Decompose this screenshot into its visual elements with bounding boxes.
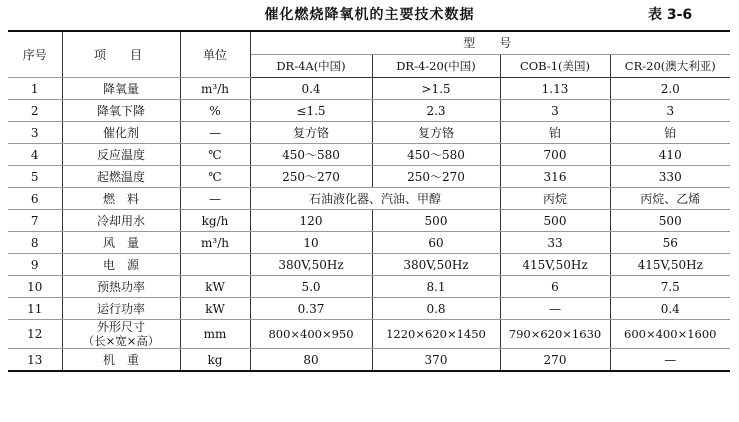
table-row <box>8 276 730 298</box>
row-value: 2.0 <box>610 78 730 100</box>
header-model: DR-4A(中国) <box>250 55 372 78</box>
table-row <box>8 166 730 188</box>
row-value: — <box>610 349 730 372</box>
row-value: 370 <box>372 349 500 372</box>
table-title: 催化燃烧降氧机的主要技术数据 <box>264 7 475 23</box>
table-row <box>8 210 730 232</box>
header-row-1 <box>8 31 730 55</box>
row-item: 降氧下降 <box>62 100 180 122</box>
row-value: 60 <box>372 232 500 254</box>
row-value: 450～580 <box>372 144 500 166</box>
row-value: 415V,50Hz <box>610 254 730 276</box>
row-value: 80 <box>250 349 372 372</box>
table-row <box>8 320 730 349</box>
row-value: 316 <box>500 166 610 188</box>
row-value: 8.1 <box>372 276 500 298</box>
row-value: 5.0 <box>250 276 372 298</box>
row-unit <box>180 254 250 276</box>
row-unit: m³/h <box>180 78 250 100</box>
header-model-group: 型 号 <box>250 31 730 55</box>
row-value-merged: 石油液化器、汽油、甲醇 <box>250 188 500 210</box>
row-number: 1 <box>8 78 62 100</box>
table-row <box>8 122 730 144</box>
row-value: 1220×620×1450 <box>372 320 500 349</box>
row-number: 8 <box>8 232 62 254</box>
row-value: 250～270 <box>250 166 372 188</box>
table-row <box>8 232 730 254</box>
row-number: 11 <box>8 298 62 320</box>
row-value: 410 <box>610 144 730 166</box>
row-value: 380V,50Hz <box>250 254 372 276</box>
row-number: 12 <box>8 320 62 349</box>
table-row <box>8 100 730 122</box>
row-value: 3 <box>500 100 610 122</box>
row-unit: kW <box>180 276 250 298</box>
table-row <box>8 349 730 372</box>
row-value: 330 <box>610 166 730 188</box>
row-value: 6 <box>500 276 610 298</box>
row-value: >1.5 <box>372 78 500 100</box>
row-item: 起燃温度 <box>62 166 180 188</box>
row-value: 0.4 <box>610 298 730 320</box>
row-number: 4 <box>8 144 62 166</box>
row-value: 500 <box>500 210 610 232</box>
row-value: 56 <box>610 232 730 254</box>
row-value: ≤1.5 <box>250 100 372 122</box>
row-value: 丙烷、乙烯 <box>610 188 730 210</box>
row-unit: % <box>180 100 250 122</box>
row-item-sub: （长×宽×高） <box>82 334 160 348</box>
row-value: 3 <box>610 100 730 122</box>
row-unit: — <box>180 122 250 144</box>
row-value: 1.13 <box>500 78 610 100</box>
row-value: 33 <box>500 232 610 254</box>
row-value: 复方铬 <box>250 122 372 144</box>
header-model: CR-20(澳大利亚) <box>610 55 730 78</box>
row-unit: ℃ <box>180 166 250 188</box>
spec-table <box>8 30 730 372</box>
row-item-cell <box>62 320 180 349</box>
row-number: 2 <box>8 100 62 122</box>
row-item: 预热功率 <box>62 276 180 298</box>
row-value: 700 <box>500 144 610 166</box>
row-value: 铂 <box>610 122 730 144</box>
header-model: COB-1(美国) <box>500 55 610 78</box>
row-number: 13 <box>8 349 62 372</box>
table-row <box>8 298 730 320</box>
row-number: 3 <box>8 122 62 144</box>
row-value: 790×620×1630 <box>500 320 610 349</box>
row-value: 丙烷 <box>500 188 610 210</box>
row-number: 7 <box>8 210 62 232</box>
row-value: 7.5 <box>610 276 730 298</box>
row-unit: kW <box>180 298 250 320</box>
row-value: 500 <box>610 210 730 232</box>
row-item: 机 重 <box>62 349 180 372</box>
table-row <box>8 144 730 166</box>
row-item: 外形尺寸 <box>96 320 145 334</box>
row-value: 450～580 <box>250 144 372 166</box>
row-unit: m³/h <box>180 232 250 254</box>
row-value: 380V,50Hz <box>372 254 500 276</box>
row-value: 270 <box>500 349 610 372</box>
row-value: 250～270 <box>372 166 500 188</box>
row-number: 5 <box>8 166 62 188</box>
row-value: 2.3 <box>372 100 500 122</box>
row-value: 0.8 <box>372 298 500 320</box>
row-value: — <box>500 298 610 320</box>
header-item: 项 目 <box>62 31 180 78</box>
header-seq: 序号 <box>8 31 62 78</box>
row-item: 燃 料 <box>62 188 180 210</box>
row-value: 415V,50Hz <box>500 254 610 276</box>
header-unit: 单位 <box>180 31 250 78</box>
header-model: DR-4-20(中国) <box>372 55 500 78</box>
table-row <box>8 78 730 100</box>
row-value: 600×400×1600 <box>610 320 730 349</box>
row-unit: — <box>180 188 250 210</box>
row-value: 10 <box>250 232 372 254</box>
table-row <box>8 254 730 276</box>
row-number: 9 <box>8 254 62 276</box>
row-item: 风 量 <box>62 232 180 254</box>
table-row <box>8 188 730 210</box>
row-item: 运行功率 <box>62 298 180 320</box>
row-unit: ℃ <box>180 144 250 166</box>
row-item: 催化剂 <box>62 122 180 144</box>
row-value: 0.37 <box>250 298 372 320</box>
row-value: 铂 <box>500 122 610 144</box>
row-item: 反应温度 <box>62 144 180 166</box>
row-item: 降氧量 <box>62 78 180 100</box>
row-value: 复方铬 <box>372 122 500 144</box>
row-unit: kg/h <box>180 210 250 232</box>
table-number: 表 3-6 <box>648 7 693 23</box>
row-value: 500 <box>372 210 500 232</box>
row-item: 冷却用水 <box>62 210 180 232</box>
row-unit: kg <box>180 349 250 372</box>
row-number: 6 <box>8 188 62 210</box>
row-value: 120 <box>250 210 372 232</box>
row-unit: mm <box>180 320 250 349</box>
row-number: 10 <box>8 276 62 298</box>
row-value: 0.4 <box>250 78 372 100</box>
row-item: 电 源 <box>62 254 180 276</box>
row-value: 800×400×950 <box>250 320 372 349</box>
